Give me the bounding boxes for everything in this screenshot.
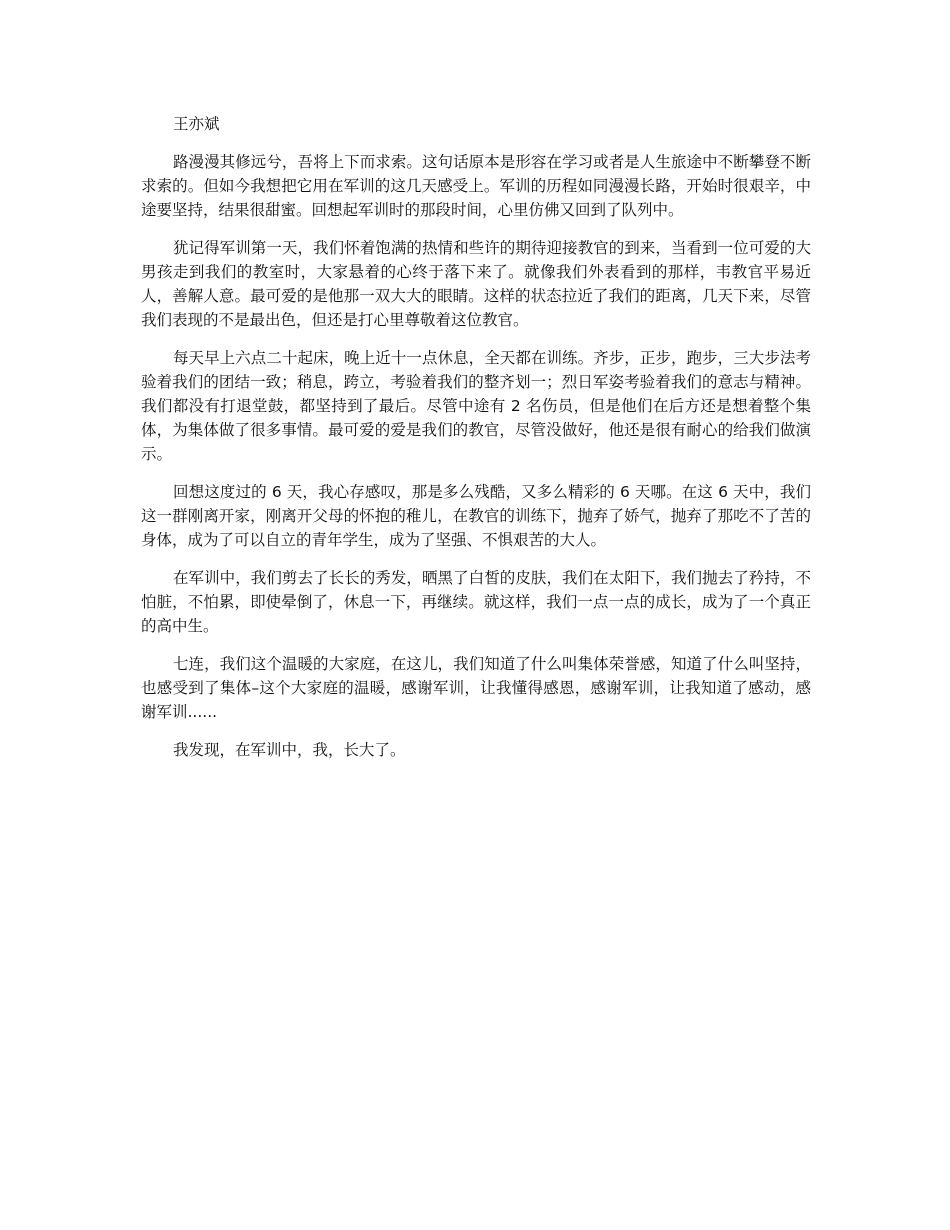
article-body — [141, 112, 811, 776]
paragraph-3: 每天早上六点二十起床，晚上近十一点休息，全天都在训练。齐步，正步，跑步，三大步法考验着我们的团结一致；稍息，跨立，考验着我们的整齐划一；烈日军姿考验着我们的意志与精神。我们都没有打退堂鼓，都坚持到了最后。尽管中途有 2 名伤员，但是他们在后方还是想着整个集体，为集体做了很多事情。最可爱的爱是我们的教官，尽管没做好，他还是很有耐心的给我们做演示。 — [141, 349, 811, 463]
paragraph-7: 我发现，在军训中，我，长大了。 — [173, 741, 406, 759]
paragraph-6: 七连，我们这个温暖的大家庭，在这儿，我们知道了什么叫集体荣誉感，知道了什么叫坚持，也感受到了集体–这个大家庭的温暖，感谢军训，让我懂得感恩，感谢军训，让我知道了感动，感谢军训...... — [141, 655, 811, 721]
paragraph-2: 犹记得军训第一天，我们怀着饱满的热情和些许的期待迎接教官的到来，当看到一位可爱的大男孩走到我们的教室时，大家悬着的心终于落下来了。就像我们外表看到的那样，韦教官平易近人，善解人意。最可爱的是他那一双大大的眼睛。这样的状态拉近了我们的距离，几天下来，尽管我们表现的不是最出色，但还是打心里尊敬着这位教官。 — [141, 239, 811, 329]
author-name: 王亦斌 — [173, 115, 220, 133]
paragraph-5: 在军训中，我们剪去了长长的秀发，晒黑了白皙的皮肤，我们在太阳下，我们抛去了矜持，不怕脏，不怕累，即使晕倒了，休息一下，再继续。就这样，我们一点一点的成长，成为了一个真正的高中生。 — [141, 569, 811, 635]
paragraph-4: 回想这度过的 6 天，我心存感叹，那是多么残酷，又多么精彩的 6 天哪。在这 6 天中，我们这一群刚离开家，刚离开父母的怀抱的稚儿，在教官的训练下，抛弃了娇气，抛弃了那吃不了苦的身体，成为了可以自立的青年学生，成为了坚强、不惧艰苦的大人。 — [141, 483, 811, 549]
paragraph-1: 路漫漫其修远兮，吾将上下而求索。这句话原本是形容在学习或者是人生旅途中不断攀登不断求索的。但如今我想把它用在军训的这几天感受上。军训的历程如同漫漫长路，开始时很艰辛，中途要坚持，结果很甜蜜。回想起军训时的那段时间，心里仿佛又回到了队列中。 — [141, 153, 811, 219]
